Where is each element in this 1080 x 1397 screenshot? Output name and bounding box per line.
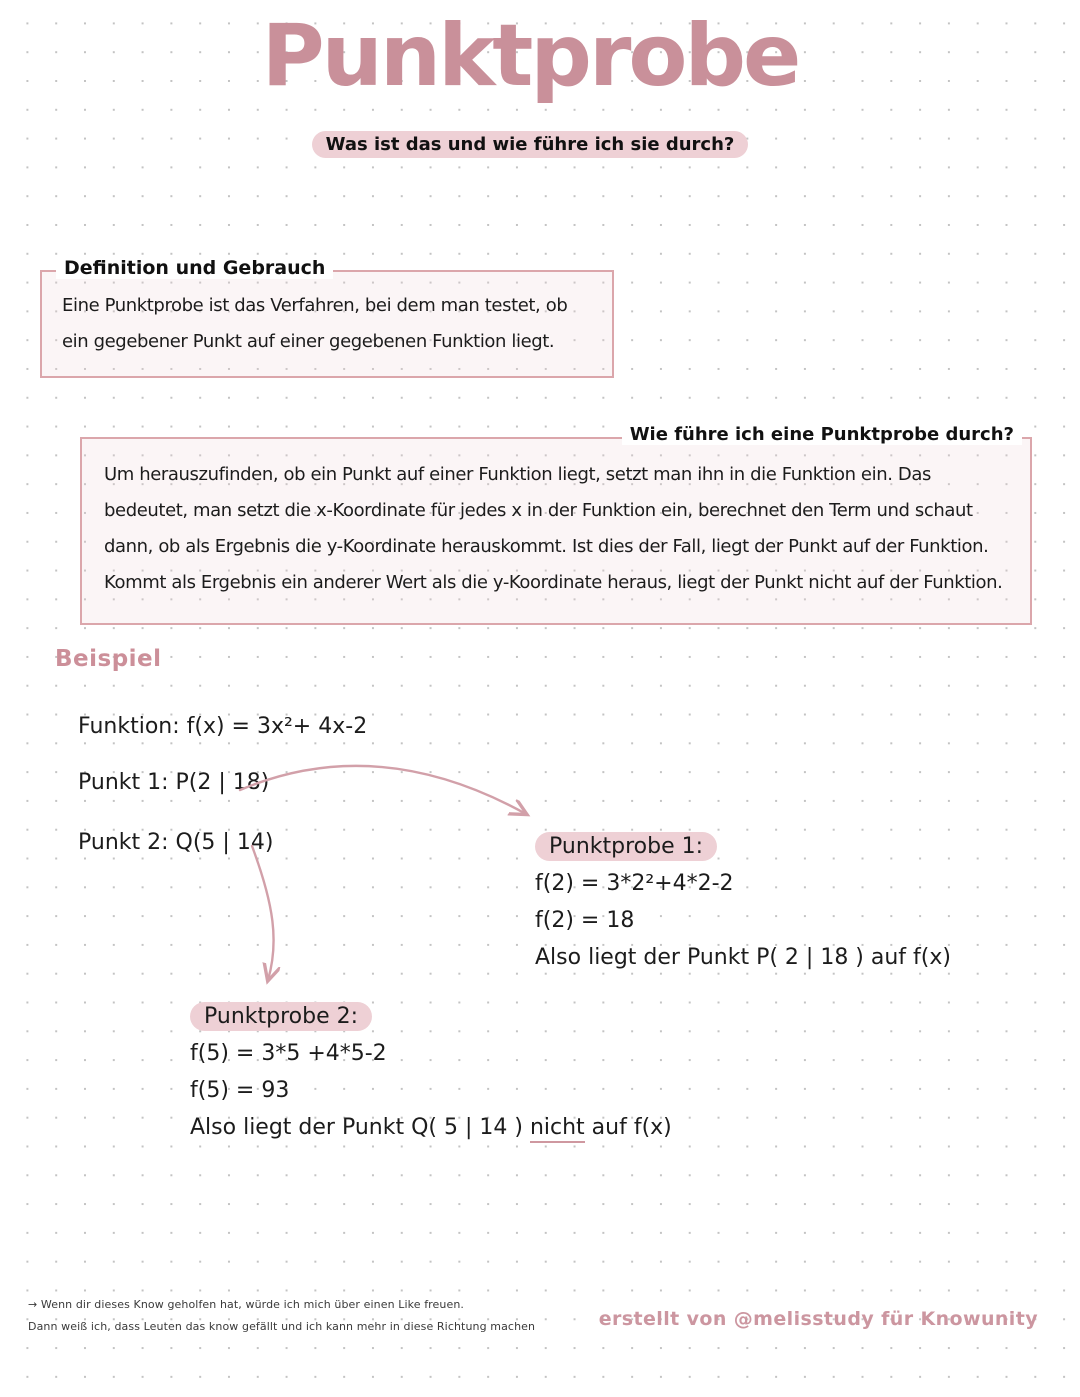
- probe2-nicht-underlined: nicht: [530, 1115, 585, 1143]
- probe2-label: Punktprobe 2:: [190, 1002, 372, 1031]
- probe2-conclusion-suffix: auf f(x): [584, 1115, 672, 1140]
- howto-box: [80, 424, 1032, 625]
- function-line: Funktion: f(x) = 3x²+ 4x-2: [78, 714, 368, 739]
- footer-note-line1: → Wenn dir dieses Know geholfen hat, würde ich mich über einen Like freuen.: [28, 1298, 465, 1311]
- definition-box: [40, 257, 614, 378]
- footer-note-line2: Dann weiß ich, dass Leuten das know gefällt und ich kann mehr in diese Richtung machen: [28, 1320, 536, 1333]
- probe1-conclusion: Also liegt der Punkt P( 2 | 18 ) auf f(x): [535, 945, 951, 970]
- curved-arrow-to-probe1-icon: [240, 766, 526, 814]
- howto-box-body: Um herauszufinden, ob ein Punkt auf einer Funktion liegt, setzt man ihn in die Funktion ein. Das bedeutet, man setzt die x-Koordinate für jedes x in der Funktion ein, berechnet den Term und schaut dann, ob als Ergebnis die y-Koordinate herauskommt. Ist dies der Fall, liegt der Punkt auf der Funktion. Kommt als Ergebnis ein anderer Wert als die y-Koordinate heraus, liegt der Punkt nicht auf der Funktion.: [104, 464, 1003, 593]
- probe2-step1: f(5) = 3*5 +4*5-2: [190, 1041, 387, 1066]
- page-subtitle: Was ist das und wie führe ich sie durch?: [312, 131, 749, 158]
- footer-note: [28, 1294, 535, 1338]
- point1-line: Punkt 1: P(2 | 18): [78, 770, 270, 795]
- probe1-block: [535, 832, 951, 972]
- probe1-label: Punktprobe 1:: [535, 832, 717, 861]
- example-heading: Beispiel: [55, 646, 162, 672]
- point2-line: Punkt 2: Q(5 | 14): [78, 830, 274, 855]
- probe1-step1: f(2) = 3*2²+4*2-2: [535, 871, 734, 896]
- footer-credit: erstellt von @melisstudy für Knowunity: [598, 1308, 1038, 1330]
- curved-arrow-to-probe2-icon: [252, 846, 274, 980]
- definition-box-body: Eine Punktprobe ist das Verfahren, bei dem man testet, ob ein gegebener Punkt auf einer gegebenen Funktion liegt.: [62, 295, 568, 352]
- probe1-step2: f(2) = 18: [535, 908, 635, 933]
- probe2-block: [190, 1002, 672, 1142]
- probe2-conclusion: [190, 1114, 672, 1142]
- howto-box-title: Wie führe ich eine Punktprobe durch?: [622, 424, 1022, 445]
- probe2-step2: f(5) = 93: [190, 1078, 290, 1103]
- definition-box-title: Definition und Gebrauch: [56, 257, 333, 279]
- probe2-conclusion-prefix: Also liegt der Punkt Q( 5 | 14 ): [190, 1115, 530, 1140]
- page-title: Punktprobe: [261, 6, 799, 106]
- subtitle-row: [0, 131, 1060, 158]
